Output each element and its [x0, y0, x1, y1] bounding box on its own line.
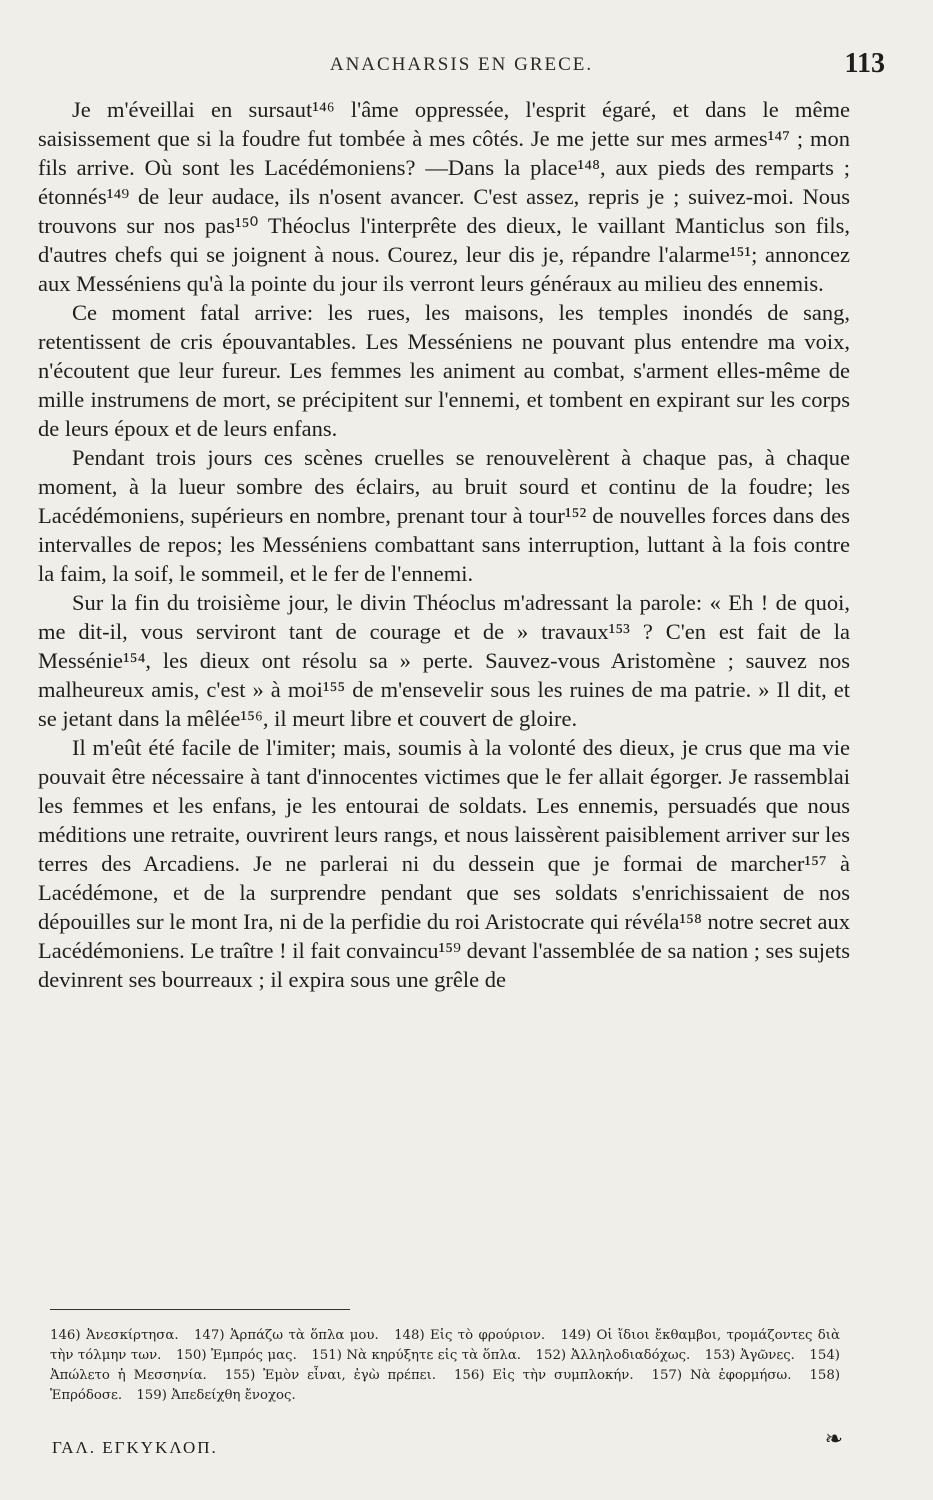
footnote: 158) Ἐπρόδοσε.: [50, 1368, 841, 1403]
paragraph: Il m'eût été facile de l'imiter; mais, soumis à la volonté des dieux, je crus que ma vie pouvait être nécessaire à tant d'innocentes victimes que le fer allait égorger. Je rassemblai les femmes et les enfans, je les entourai de soldats. Les ennemis, persuadés que nous méditions une retraite, ouvrirent leurs rangs, et nous laissèrent paisiblement arriver sur les terres des Arcadiens. Je ne parlerai ni du dessein que je formai de marcher¹⁵⁷ à Lacédémone, et de la surprendre pendant que ses soldats s'enrichissaient de nos dépouilles sur le mont Ira, ni de la perfidie du roi Aristocrate qui révéla¹⁵⁸ notre secret aux Lacédémoniens. Le traître ! il fait convaincu¹⁵⁹ devant l'assemblée de sa nation ; ses sujets devinrent ses bourreaux ; il expira sous une grêle de: [38, 735, 850, 992]
signature-mark: ΓΑΛ. ΕΓΚΥΚΛΟΠ.: [52, 1438, 218, 1457]
footnote: 147) Ἁρπάζω τὰ ὅπλα μου.: [193, 1328, 379, 1343]
footnote: 146) Ἀνεσκίρτησα.: [50, 1328, 179, 1343]
paragraph: Je m'éveillai en sursaut¹⁴⁶ l'âme oppressée, l'esprit égaré, et dans le même saisissement que si la foudre fut tombée à mes côtés. Je me jette sur mes armes¹⁴⁷ ; mon fils arrive. Où sont les Lacédémoniens? —Dans la place¹⁴⁸, aux pieds des remparts ; étonnés¹⁴⁹ de leur audace, ils n'osent avancer. C'est assez, repris je ; suivez-moi. Nous trouvons sur nos pas¹⁵⁰ Théoclus l'interprête des dieux, le vaillant Manticlus son fils, d'autres chefs qui se joignent à nous. Courez, leur dis je, répandre l'alarme¹⁵¹; annoncez aux Messéniens qu'à la pointe du jour ils verront leurs généraux au milieu des ennemis.: [38, 97, 850, 296]
footnote: 156) Εἰς τὴν συμπλοκήν.: [453, 1368, 634, 1383]
footnotes: [50, 1326, 840, 1406]
footnote: 151) Νὰ κηρύξητε εἰς τὰ ὅπλα.: [311, 1348, 522, 1363]
page-header: [38, 48, 885, 84]
ornament-icon: ❧: [824, 1427, 843, 1452]
footnote: 152) Ἀλληλοδιαδόχως.: [535, 1348, 691, 1363]
paragraph: Ce moment fatal arrive: les rues, les maisons, les temples inondés de sang, retentissent de cris épouvantables. Les Messéniens ne pouvant plus entendre ma voix, n'écoutent que leur fureur. Les femmes les animent au combat, s'arment elles-même de mille instrumens de mort, se précipitent sur l'ennemi, et tombent en expirant sur les corps de leurs époux et de leurs enfans.: [38, 300, 850, 441]
paragraph: Sur la fin du troisième jour, le divin Théoclus m'adressant la parole: « Eh ! de quoi, me dit-il, vous serviront tant de courage et de » travaux¹⁵³ ? C'en est fait de la Messénie¹⁵⁴, les dieux ont résolu sa » perte. Sauvez-vous Aristomène ; sauvez nos malheureux amis, c'est » à moi¹⁵⁵ de m'ensevelir sous les ruines de ma patrie. » Il dit, et se jetant dans la mêlée¹⁵⁶, il meurt libre et couvert de gloire.: [38, 590, 850, 731]
footnote: 159) Ἀπεδείχθη ἔνοχος.: [136, 1388, 296, 1403]
footnote: 150) Ἐμπρός μας.: [175, 1348, 297, 1363]
footnote: 154) Ἀπώλετο ἡ Μεσσηνία.: [50, 1348, 840, 1383]
running-title: ANACHARSIS EN GRECE.: [329, 54, 594, 75]
main-text: [38, 95, 850, 994]
footnote: 157) Νὰ ἐφορμήσω.: [651, 1368, 792, 1383]
page-number: 113: [844, 48, 885, 79]
footnote-divider: [50, 1309, 350, 1310]
footnote: 148) Εἰς τὸ φρούριον.: [394, 1328, 546, 1343]
paragraph: Pendant trois jours ces scènes cruelles se renouvelèrent à chaque pas, à chaque moment, à la lueur sombre des éclairs, au bruit sourd et continu de la foudre; les Lacédémoniens, supérieurs en nombre, prenant tour à tour¹⁵² de nouvelles forces dans des intervalles de repos; les Messéniens combattant sans interruption, luttant à la fois contre la faim, la soif, le sommeil, et le fer de l'ennemi.: [38, 445, 850, 586]
footnote: 149) Οἱ ἴδιοι ἔκθαμβοι, τρομάζοντες διὰ τὴν τόλμην των.: [50, 1328, 840, 1363]
footnote: 155) Ἐμὸν εἶναι, ἐγὼ πρέπει.: [224, 1368, 437, 1383]
footnote: 153) Ἀγῶνες.: [704, 1348, 795, 1363]
